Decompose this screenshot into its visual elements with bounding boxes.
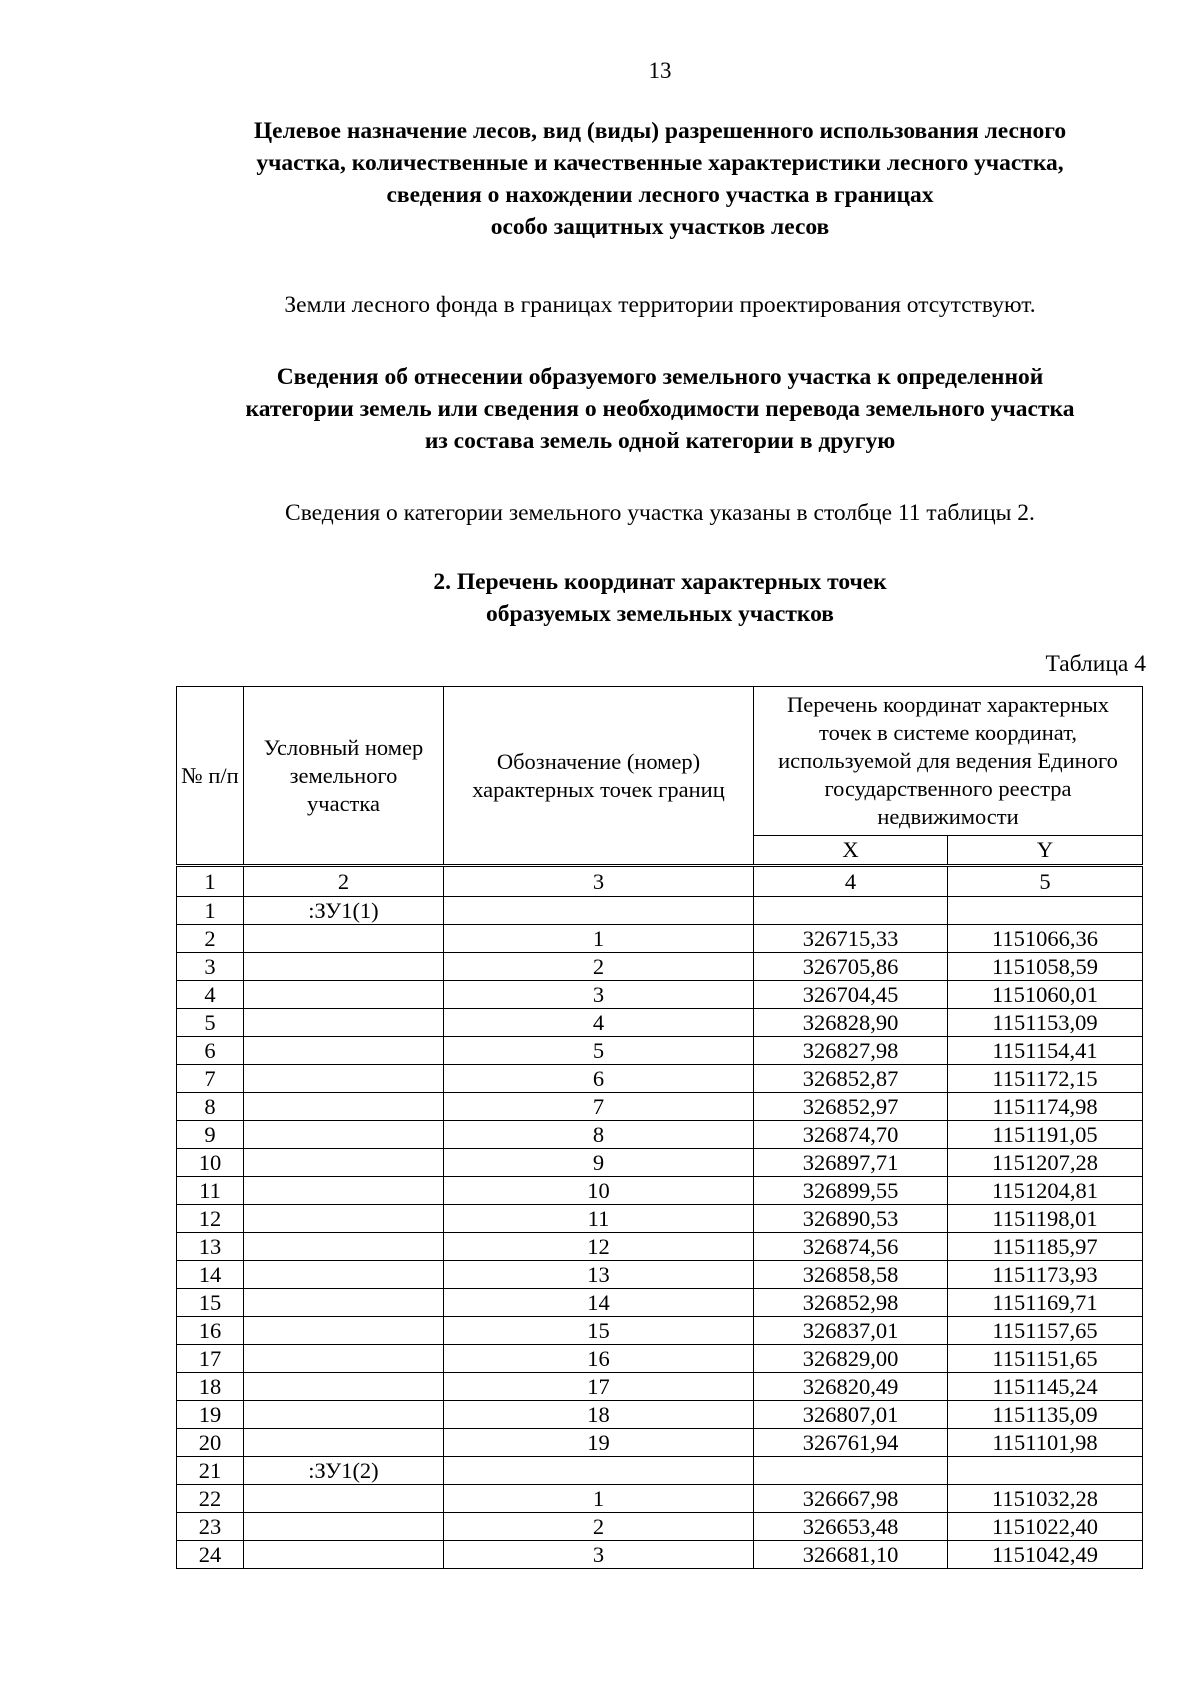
row-point: 10 xyxy=(444,1177,754,1205)
row-x: 326890,53 xyxy=(754,1205,948,1233)
row-plot xyxy=(244,953,444,981)
row-plot xyxy=(244,1513,444,1541)
row-plot xyxy=(244,1485,444,1513)
row-y: 1151157,65 xyxy=(948,1317,1143,1345)
table-row xyxy=(177,1345,1143,1373)
row-plot xyxy=(244,925,444,953)
row-x: 326852,87 xyxy=(754,1065,948,1093)
row-point: 5 xyxy=(444,1037,754,1065)
row-y: 1151135,09 xyxy=(948,1401,1143,1429)
heading-forest-purpose xyxy=(170,115,1150,243)
heading-line: особо защитных участков лесов xyxy=(490,214,830,240)
row-number: 18 xyxy=(177,1373,244,1401)
row-y: 1151066,36 xyxy=(948,925,1143,953)
table-row xyxy=(177,1513,1143,1541)
row-number: 15 xyxy=(177,1289,244,1317)
table-row xyxy=(177,1233,1143,1261)
table-row xyxy=(177,897,1143,925)
row-number: 1 xyxy=(177,897,244,925)
row-point: 9 xyxy=(444,1149,754,1177)
row-point: 3 xyxy=(444,1541,754,1569)
row-plot xyxy=(244,1233,444,1261)
column-number: 2 xyxy=(244,866,444,897)
heading-coordinates-list xyxy=(170,566,1150,630)
row-x: 326837,01 xyxy=(754,1317,948,1345)
table-row xyxy=(177,1401,1143,1429)
row-plot xyxy=(244,1037,444,1065)
row-number: 10 xyxy=(177,1149,244,1177)
column-number-row xyxy=(177,866,1143,897)
table-caption: Таблица 4 xyxy=(1045,651,1146,677)
row-plot xyxy=(244,1065,444,1093)
header-plot-number: Условный номер земельного участка xyxy=(244,687,444,866)
row-point: 18 xyxy=(444,1401,754,1429)
page-number: 13 xyxy=(648,58,672,83)
row-number: 16 xyxy=(177,1317,244,1345)
row-x: 326827,98 xyxy=(754,1037,948,1065)
table-row xyxy=(177,925,1143,953)
table-row xyxy=(177,1289,1143,1317)
row-number: 11 xyxy=(177,1177,244,1205)
heading-line: 2. Перечень координат характерных точек xyxy=(433,569,887,595)
table-row xyxy=(177,1485,1143,1513)
row-number: 12 xyxy=(177,1205,244,1233)
heading-line: Целевое назначение лесов, вид (виды) разрешенного использования лесного xyxy=(253,118,1067,144)
row-plot: :ЗУ1(2) xyxy=(244,1457,444,1485)
header-y: Y xyxy=(948,836,1143,866)
table-row xyxy=(177,1177,1143,1205)
column-number: 5 xyxy=(948,866,1143,897)
row-plot xyxy=(244,1317,444,1345)
row-number: 7 xyxy=(177,1065,244,1093)
coordinates-table xyxy=(176,686,1143,1569)
table-row xyxy=(177,1429,1143,1457)
row-y: 1151032,28 xyxy=(948,1485,1143,1513)
row-x: 326667,98 xyxy=(754,1485,948,1513)
row-plot xyxy=(244,1009,444,1037)
row-number: 20 xyxy=(177,1429,244,1457)
row-y: 1151169,71 xyxy=(948,1289,1143,1317)
row-y: 1151154,41 xyxy=(948,1037,1143,1065)
row-y: 1151207,28 xyxy=(948,1149,1143,1177)
row-point: 13 xyxy=(444,1261,754,1289)
row-point: 14 xyxy=(444,1289,754,1317)
header-coordinates: Перечень координат характерных точек в системе координат, используемой для ведения Единого государственного реестра недвижимости xyxy=(754,687,1143,836)
table-row xyxy=(177,1317,1143,1345)
row-number: 19 xyxy=(177,1401,244,1429)
row-point: 16 xyxy=(444,1345,754,1373)
row-number: 23 xyxy=(177,1513,244,1541)
row-x xyxy=(754,1457,948,1485)
row-number: 22 xyxy=(177,1485,244,1513)
table-row xyxy=(177,1373,1143,1401)
row-plot xyxy=(244,981,444,1009)
row-point: 15 xyxy=(444,1317,754,1345)
row-plot xyxy=(244,1541,444,1569)
table-row xyxy=(177,1149,1143,1177)
table-row xyxy=(177,1093,1143,1121)
column-number: 1 xyxy=(177,866,244,897)
row-point: 8 xyxy=(444,1121,754,1149)
row-y: 1151058,59 xyxy=(948,953,1143,981)
row-point: 19 xyxy=(444,1429,754,1457)
row-plot xyxy=(244,1177,444,1205)
row-point: 3 xyxy=(444,981,754,1009)
row-x: 326807,01 xyxy=(754,1401,948,1429)
row-y: 1151060,01 xyxy=(948,981,1143,1009)
table-row xyxy=(177,1009,1143,1037)
row-x: 326858,58 xyxy=(754,1261,948,1289)
row-number: 24 xyxy=(177,1541,244,1569)
row-y: 1151185,97 xyxy=(948,1233,1143,1261)
row-x: 326761,94 xyxy=(754,1429,948,1457)
heading-line: Сведения об отнесении образуемого земельного участка к определенной xyxy=(276,364,1044,390)
row-number: 9 xyxy=(177,1121,244,1149)
row-plot xyxy=(244,1289,444,1317)
row-point: 11 xyxy=(444,1205,754,1233)
row-plot xyxy=(244,1149,444,1177)
row-x: 326681,10 xyxy=(754,1541,948,1569)
row-x: 326852,97 xyxy=(754,1093,948,1121)
heading-line: категории земель или сведения о необходимости перевода земельного участка xyxy=(245,396,1075,422)
row-plot: :ЗУ1(1) xyxy=(244,897,444,925)
row-point xyxy=(444,897,754,925)
heading-land-category xyxy=(170,361,1150,457)
row-number: 6 xyxy=(177,1037,244,1065)
row-y: 1151204,81 xyxy=(948,1177,1143,1205)
column-number: 4 xyxy=(754,866,948,897)
heading-line: из состава земель одной категории в другую xyxy=(424,428,896,454)
row-point: 12 xyxy=(444,1233,754,1261)
row-point: 1 xyxy=(444,925,754,953)
row-y: 1151022,40 xyxy=(948,1513,1143,1541)
row-plot xyxy=(244,1429,444,1457)
column-number: 3 xyxy=(444,866,754,897)
table-row xyxy=(177,1121,1143,1149)
row-plot xyxy=(244,1205,444,1233)
row-number: 14 xyxy=(177,1261,244,1289)
row-plot xyxy=(244,1401,444,1429)
paragraph-land-category: Сведения о категории земельного участка указаны в столбце 11 таблицы 2. xyxy=(285,500,1035,526)
row-y xyxy=(948,897,1143,925)
row-number: 3 xyxy=(177,953,244,981)
table-body xyxy=(177,897,1143,1569)
row-point: 17 xyxy=(444,1373,754,1401)
table-row xyxy=(177,1261,1143,1289)
heading-line: участка, количественные и качественные характеристики лесного участка, xyxy=(256,150,1064,176)
row-x: 326897,71 xyxy=(754,1149,948,1177)
header-point-designation: Обозначение (номер) характерных точек границ xyxy=(444,687,754,866)
row-y: 1151042,49 xyxy=(948,1541,1143,1569)
paragraph-forest-fund: Земли лесного фонда в границах территории проектирования отсутствуют. xyxy=(284,292,1036,318)
row-x: 326874,56 xyxy=(754,1233,948,1261)
row-number: 4 xyxy=(177,981,244,1009)
row-y: 1151153,09 xyxy=(948,1009,1143,1037)
row-number: 13 xyxy=(177,1233,244,1261)
row-number: 21 xyxy=(177,1457,244,1485)
header-number: № п/п xyxy=(177,687,244,866)
row-point: 6 xyxy=(444,1065,754,1093)
row-point xyxy=(444,1457,754,1485)
heading-line: сведения о нахождении лесного участка в границах xyxy=(386,182,934,208)
row-y: 1151198,01 xyxy=(948,1205,1143,1233)
row-y: 1151151,65 xyxy=(948,1345,1143,1373)
row-plot xyxy=(244,1121,444,1149)
table-row xyxy=(177,1065,1143,1093)
row-y: 1151173,93 xyxy=(948,1261,1143,1289)
row-x: 326829,00 xyxy=(754,1345,948,1373)
header-x: X xyxy=(754,836,948,866)
row-point: 2 xyxy=(444,1513,754,1541)
row-plot xyxy=(244,1093,444,1121)
row-y: 1151172,15 xyxy=(948,1065,1143,1093)
row-y: 1151101,98 xyxy=(948,1429,1143,1457)
row-point: 4 xyxy=(444,1009,754,1037)
row-x: 326820,49 xyxy=(754,1373,948,1401)
heading-line: образуемых земельных участков xyxy=(486,601,834,627)
row-number: 2 xyxy=(177,925,244,953)
table-row xyxy=(177,1541,1143,1569)
row-x: 326874,70 xyxy=(754,1121,948,1149)
row-number: 5 xyxy=(177,1009,244,1037)
row-number: 8 xyxy=(177,1093,244,1121)
row-y: 1151145,24 xyxy=(948,1373,1143,1401)
row-plot xyxy=(244,1345,444,1373)
table-row xyxy=(177,1037,1143,1065)
row-y: 1151191,05 xyxy=(948,1121,1143,1149)
row-point: 2 xyxy=(444,953,754,981)
row-x: 326715,33 xyxy=(754,925,948,953)
row-point: 7 xyxy=(444,1093,754,1121)
table-header-row xyxy=(177,687,1143,836)
row-x: 326852,98 xyxy=(754,1289,948,1317)
row-x: 326899,55 xyxy=(754,1177,948,1205)
row-x: 326705,86 xyxy=(754,953,948,981)
row-plot xyxy=(244,1261,444,1289)
row-y: 1151174,98 xyxy=(948,1093,1143,1121)
row-point: 1 xyxy=(444,1485,754,1513)
row-x: 326653,48 xyxy=(754,1513,948,1541)
row-y xyxy=(948,1457,1143,1485)
row-x: 326828,90 xyxy=(754,1009,948,1037)
row-plot xyxy=(244,1373,444,1401)
table-row xyxy=(177,1205,1143,1233)
row-x xyxy=(754,897,948,925)
table-row xyxy=(177,1457,1143,1485)
table-row xyxy=(177,981,1143,1009)
row-number: 17 xyxy=(177,1345,244,1373)
row-x: 326704,45 xyxy=(754,981,948,1009)
table-row xyxy=(177,953,1143,981)
